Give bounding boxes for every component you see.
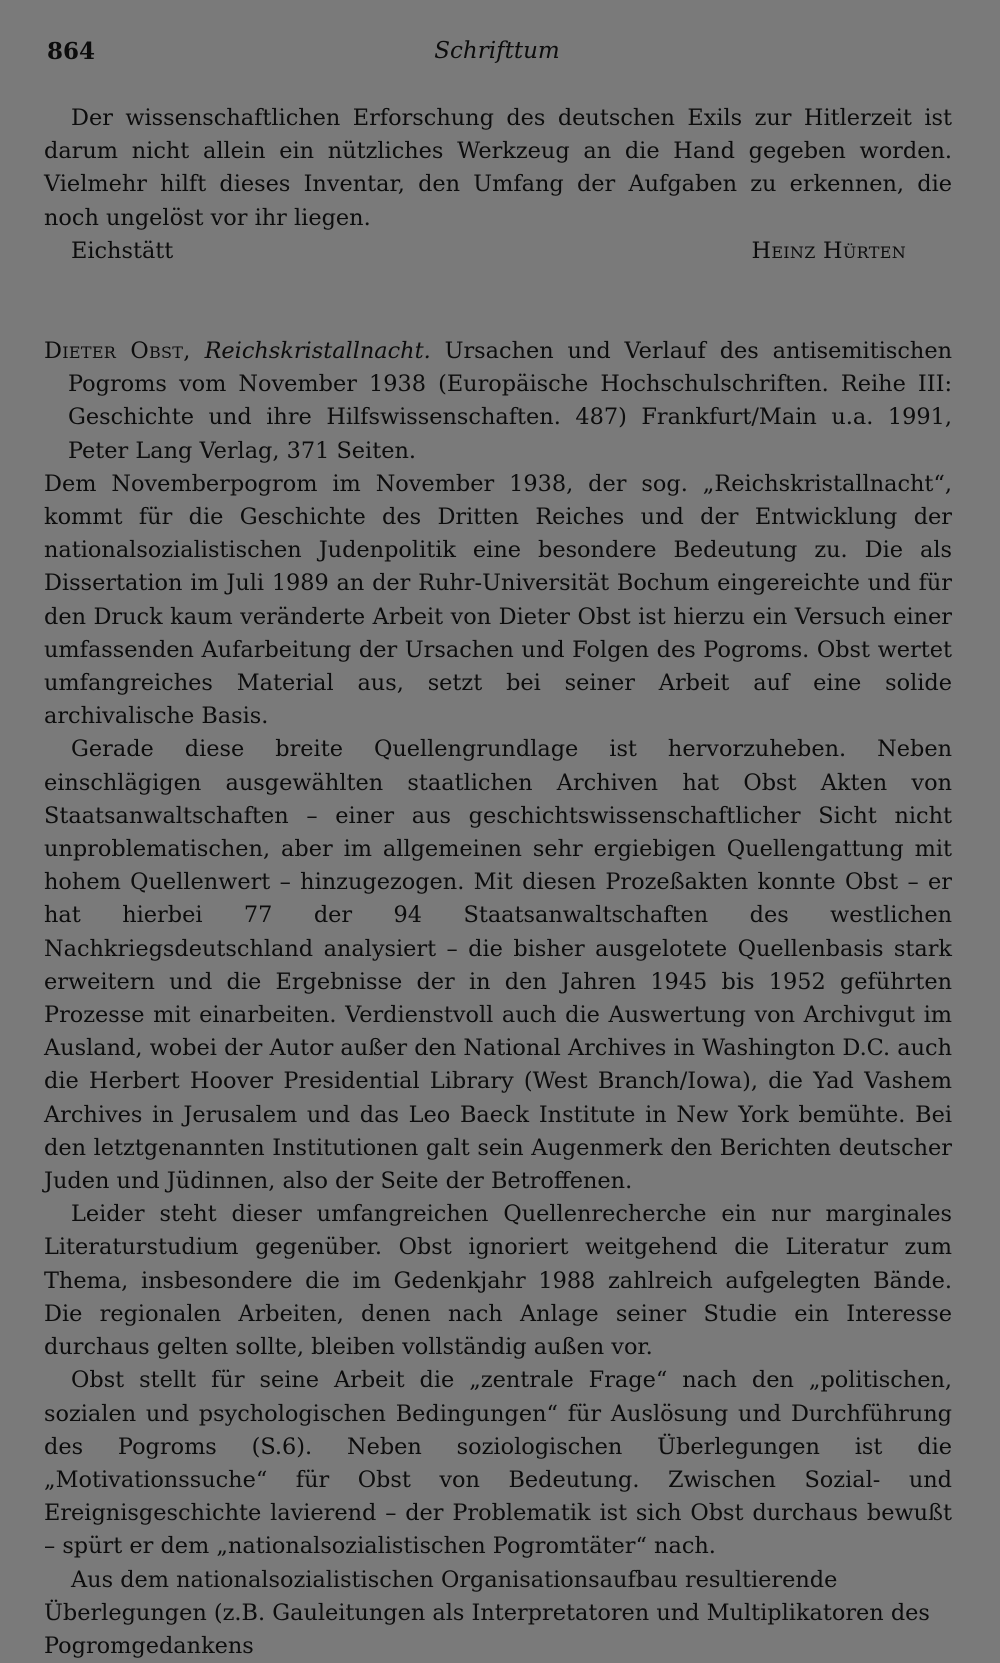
book-author: Dieter Obst, — [44, 338, 191, 364]
running-title: Schrifttum — [434, 38, 560, 64]
review-paragraph: Leider steht dieser umfangreichen Quellenrecherche ein nur marginales Literaturstudium gegenüber. Obst ignoriert weitgehend die Literatur zum Thema, insbesondere die im Gedenkjahr 1988 zahlreich aufgelegten Bände. Die regionalen Arbeiten, denen nach Anlage seiner Studie ein Interesse durchaus gelten sollte, bleiben vollständig außen vor. — [44, 1201, 952, 1361]
closing-paragraph: Der wissenschaftlichen Erforschung des deutschen Exils zur Hitlerzeit ist darum nicht allein ein nützliches Werkzeug an die Hand gegeben worden. Vielmehr hilft dieses Inventar, den Umfang der Aufgaben zu erkennen, die noch ungelöst vor ihr liegen. — [44, 105, 952, 231]
bibliographic-entry — [44, 335, 952, 468]
review-paragraph: Gerade diese breite Quellengrundlage ist hervorzuheben. Neben einschlägigen ausgewählten staatlichen Archiven hat Obst Akten von Staatsanwaltschaften – einer aus geschichtswissenschaftlicher Sicht nicht unproblematischen, aber im allgemeinen sehr ergiebigen Quellengattung mit hohem Quellenwert – hinzugezogen. Mit diesen Prozeßakten konnte Obst – er hat hierbei 77 der 94 Staatsanwaltschaften des westlichen Nachkriegsdeutschland analysiert – die bisher ausgelotete Quellenbasis stark erweitern und die Ergebnisse der in den Jahren 1945 bis 1952 geführten Prozesse mit einarbeiten. Verdienstvoll auch die Auswertung von Archivgut im Ausland, wobei der Autor außer den National Archives in Washington D.C. auch die Herbert Hoover Presidential Library (West Branch/Iowa), die Yad Vashem Archives in Jerusalem und das Leo Baeck Institute in New York bemühte. Bei den letztgenannten Institutionen galt sein Augenmerk den Berichten deutscher Juden und Jüdinnen, also der Seite der Betroffenen. — [44, 736, 952, 1195]
signature-line — [44, 235, 952, 268]
review-ending — [44, 102, 952, 268]
page-header — [47, 38, 947, 74]
review-obst — [44, 335, 952, 1663]
review-paragraph: Obst stellt für seine Arbeit die „zentrale Frage“ nach den „politischen, sozialen und psychologischen Bedingungen“ für Auslösung und Durchführung des Pogroms (S.6). Neben soziologischen Überlegungen ist die „Motivationssuche“ für Obst von Bedeutung. Zwischen Sozial- und Ereignisgeschichte lavierend – der Problematik ist sich Obst durchaus bewußt – spürt er dem „nationalsozialistischen Pogromtäter“ nach. — [44, 1367, 952, 1560]
review-paragraph: Dem Novemberpogrom im November 1938, der sog. „Reichskristallnacht“, kommt für die Geschichte des Dritten Reiches und der Entwicklung der nationalsozialistischen Judenpolitik eine besondere Bedeutung zu. Die als Dissertation im Juli 1989 an der Ruhr-Universität Bochum eingereichte und für den Druck kaum veränderte Arbeit von Dieter Obst ist hierzu ein Versuch einer umfassenden Aufarbeitung der Ursachen und Folgen des Pogroms. Obst wertet umfangreiches Material aus, setzt bei seiner Arbeit auf eine solide archivalische Basis. — [44, 470, 952, 730]
reviewer-name: Heinz Hürten — [751, 237, 906, 264]
book-details: Ursachen und Verlauf des antisemitischen Pogroms vom November 1938 (Europäische Hochschulschriften. Reihe III: Geschichte und ihre Hilfswissenschaften. 487) Frankfurt/Main u.a. 1991, Peter Lang Verlag, 371 Seiten. — [68, 338, 952, 464]
page-number: 864 — [47, 38, 96, 65]
book-title: Reichskristallnacht. — [204, 338, 431, 364]
signature-place: Eichstätt — [71, 237, 174, 264]
review-paragraph: Aus dem nationalsozialistischen Organisationsaufbau resultierende Überlegungen (z.B. Gauleitungen als Interpretatoren und Multiplikatoren des Pogromgedankens — [44, 1566, 930, 1659]
